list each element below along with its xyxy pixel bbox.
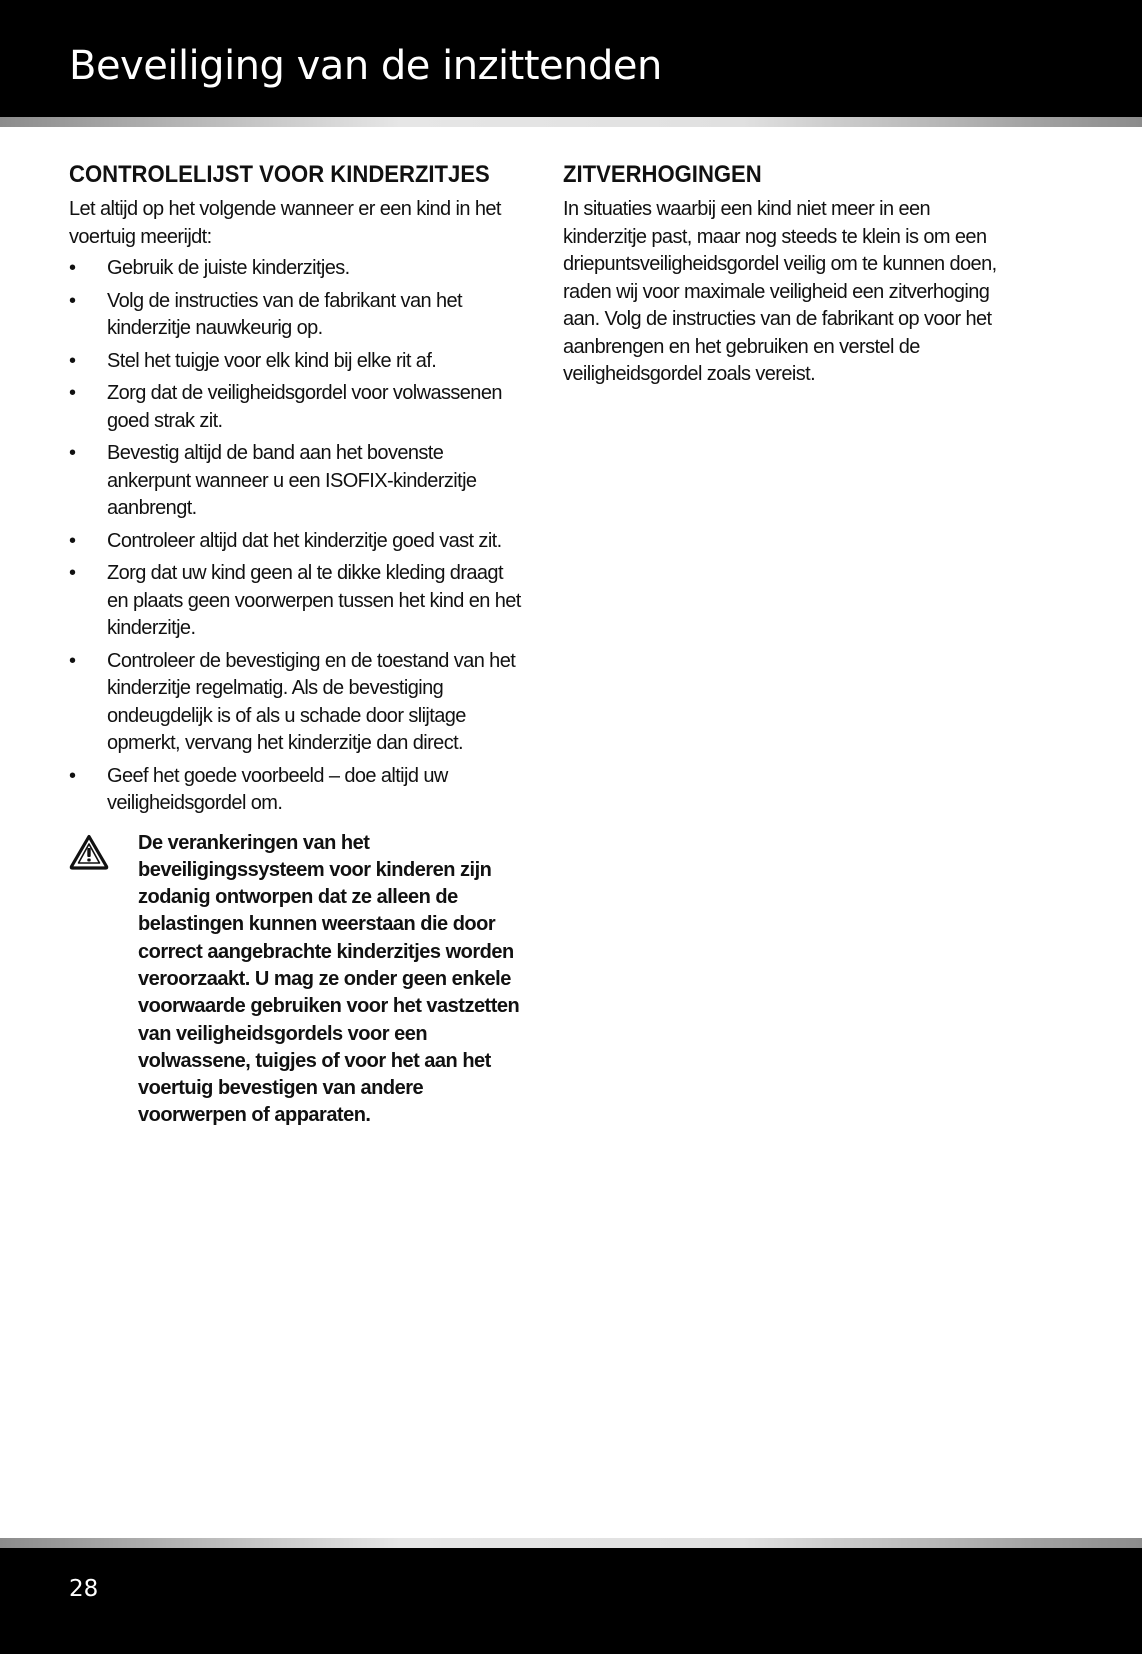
right-column [563,158,1015,389]
list-item [69,255,521,283]
page-number: 28 [69,1576,99,1602]
list-item-text: Geef het goede voorbeeld – doe altijd uw veiligheidsgordel om. [107,764,448,814]
bullet-icon: • [69,349,76,372]
list-item [69,560,521,643]
bullet-icon: • [69,382,76,404]
bullet-icon: • [69,442,76,464]
list-item [69,528,521,556]
list-item [69,440,521,523]
checklist-intro: Let altijd op het volgende wanneer er een kind in het voertuig meerijdt: [69,198,501,248]
list-item-text: Gebruik de juiste kinderzitjes. [107,257,350,279]
bullet-icon: • [69,562,76,584]
list-item-text: Zorg dat uw kind geen al te dikke kleding draagt en plaats geen voorwerpen tussen het kind en het kinderzitje. [107,562,521,639]
page-footer [0,1548,1142,1654]
bullet-icon: • [69,764,76,787]
bullet-icon: • [69,649,76,672]
section-heading-booster-seats: ZITVERHOGINGEN [563,161,762,188]
warning-text: De verankeringen van het beveiligingssysteem voor kinderen zijn zodanig ontworpen dat ze alleen de belastingen kunnen weerstaan die door correct aangebrachte kinderzitjes worden veroorzaakt. U mag ze onder geen enkele voorwaarde gebruiken voor het vastzetten van veiligheidsgordels voor een volwassene, tuigjes of voor het aan het voertuig bevestigen van andere voorwerpen of apparaten. [138,831,520,1127]
bullet-icon: • [69,289,76,312]
page-title: Beveiliging van de inzittenden [69,43,662,89]
list-item-text: Bevestig altijd de band aan het bovenste ankerpunt wanneer u een ISOFIX-kinderzitje aanbrengt. [107,442,477,519]
footer-divider [0,1538,1142,1548]
list-item [69,763,521,818]
list-item-text: Zorg dat de veiligheidsgordel voor volwassenen goed strak zit. [107,382,502,432]
warning-triangle-icon [69,834,109,870]
list-item [69,348,521,376]
booster-seat-paragraph: In situaties waarbij een kind niet meer in een kinderzitje past, maar nog steeds te klein is om een driepuntsveiligheidsgordel veilig om te kunnen doen, raden wij voor maximale veiligheid een zitverhoging aan. Volg de instructies van de fabrikant op voor het aanbrengen en het gebruiken en verstel de veiligheidsgordel zoals vereist. [563,198,997,385]
list-item [69,288,521,343]
bullet-icon: • [69,257,76,279]
list-item-text: Volg de instructies van de fabrikant van het kinderzitje nauwkeurig op. [107,289,462,339]
list-item-text: Stel het tuigje voor elk kind bij elke rit af. [107,349,437,372]
list-item-text: Controleer altijd dat het kinderzitje goed vast zit. [107,529,502,552]
section-heading-child-seat-checklist: CONTROLELIJST VOOR KINDERZITJES [69,161,490,188]
left-column [69,158,521,1130]
list-item-text: Controleer de bevestiging en de toestand van het kinderzitje regelmatig. Als de bevestiging ondeugdelijk is of als u schade door slijtage opmerkt, vervang het kinderzitje dan direct. [107,649,516,754]
warning-block [69,830,521,1130]
list-item [69,380,521,435]
list-item [69,648,521,758]
checklist [69,255,521,818]
header-divider [0,117,1142,127]
page-header [0,0,1142,117]
bullet-icon: • [69,529,76,552]
